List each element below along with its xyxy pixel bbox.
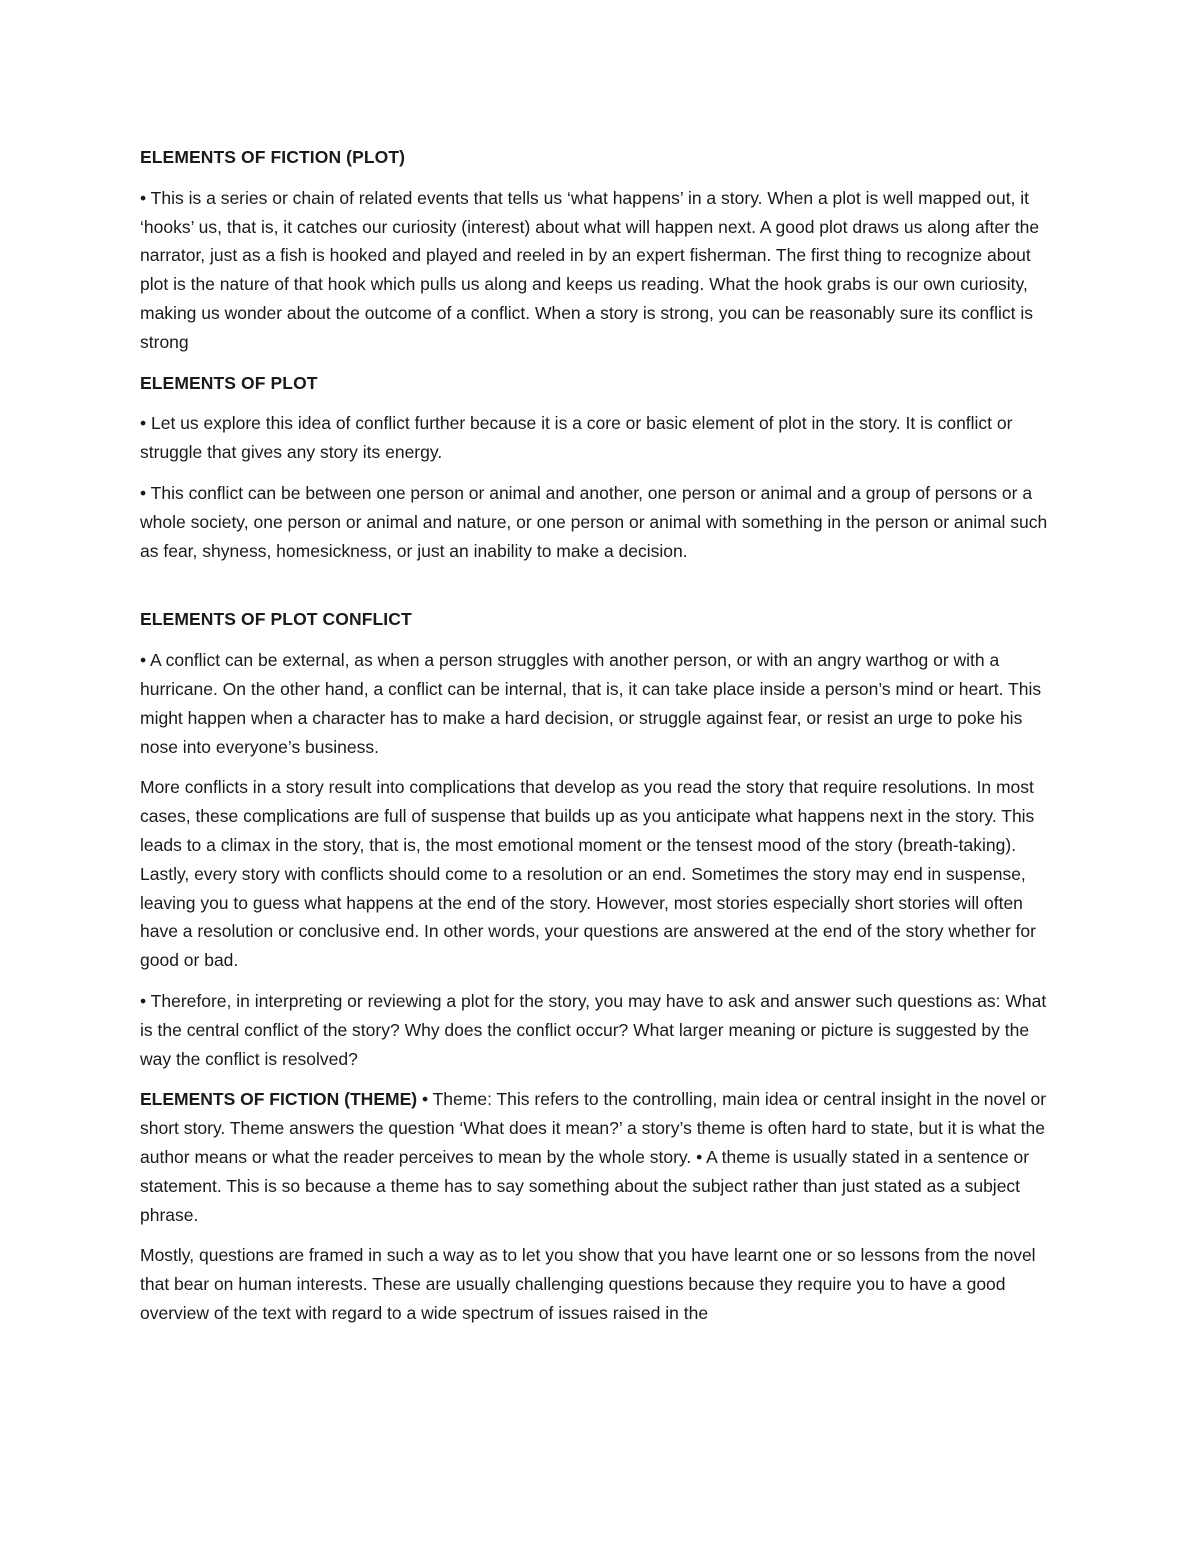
section-heading-theme: ELEMENTS OF FICTION (THEME) [140, 1089, 418, 1110]
section-heading-plot: ELEMENTS OF FICTION (PLOT) [140, 147, 406, 167]
conflict-intro-paragraph: • Let us explore this idea of conflict further because it is a core or basic element of plot in the story. It is conflict or struggle that gives any story its energy. [140, 413, 1013, 463]
theme-text: • Theme: This refers to the controlling, main idea or central insight in the novel or short story. Theme answers the question ‘What does it mean?’ a story’s theme is often hard to state, but it is what the author means or what the reader perceives to mean by the whole story. • A theme is usually stated in a sentence or statement. This is so because a theme has to say something about the subject rather than just stated as a subject phrase. [140, 1089, 1047, 1225]
conflict-types-paragraph: • This conflict can be between one person or animal and another, one person or animal and a group of persons or a whole society, one person or animal and nature, or one person or animal with something in the person or animal such as fear, shyness, homesickness, or just an inability to make a decision. [140, 482, 1048, 561]
plot-definition-paragraph: • This is a series or chain of related events that tells us ‘what happens’ in a story. When a plot is well mapped out, it ‘hooks’ us, that is, it catches our curiosity (interest) about what will happen next. A good plot draws us along after the narrator, just as a fish is hooked and played and reeled in by an expert fisherman. The first thing to recognize about plot is the nature of that hook which pulls us along and keeps us reading. What the hook grabs is our own curiosity, making us wonder about the outcome of a conflict. When a story is strong, you can be reasonably sure its conflict is strong [140, 187, 1040, 352]
questions-paragraph: Mostly, questions are framed in such a way as to let you show that you have learnt one or so lessons from the novel that bear on human interests. These are usually challenging questions because they require you to have a good overview of the text with regard to a wide spectrum of issues raised in the [140, 1245, 1036, 1323]
complications-paragraph: More conflicts in a story result into complications that develop as you read the story that require resolutions. In most cases, these complications are full of suspense that builds up as you anticipate what happens next in the story. This leads to a climax in the story, that is, the most emotional moment or the tensest mood of the story (breath-taking). Lastly, every story with conflicts should come to a resolution or an end. Sometimes the story may end in suspense, leaving you to guess what happens at the end of the story. However, most stories especially short stories will often have a resolution or conclusive end. In other words, your questions are answered at the end of the story whether for good or bad. [140, 777, 1036, 971]
blank-line [140, 577, 1062, 605]
external-internal-conflict-paragraph: • A conflict can be external, as when a person struggles with another person, or with an angry warthog or with a hurricane. On the other hand, a conflict can be internal, that is, it can take place inside a person’s mind or heart. This might happen when a character has to make a hard decision, or struggle against fear, or resist an urge to poke his nose into everyone’s business. [140, 650, 1042, 757]
document-page [140, 143, 1062, 1340]
theme-paragraph [140, 1085, 1062, 1229]
interpreting-plot-paragraph: • Therefore, in interpreting or reviewing a plot for the story, you may have to ask and answer such questions as: What is the central conflict of the story? Why does the conflict occur? What larger meaning or picture is suggested by the way the conflict is resolved? [140, 990, 1047, 1069]
section-heading-plot-conflict: ELEMENTS OF PLOT CONFLICT [140, 609, 412, 630]
section-heading-elements-of-plot: ELEMENTS OF PLOT [140, 372, 318, 393]
